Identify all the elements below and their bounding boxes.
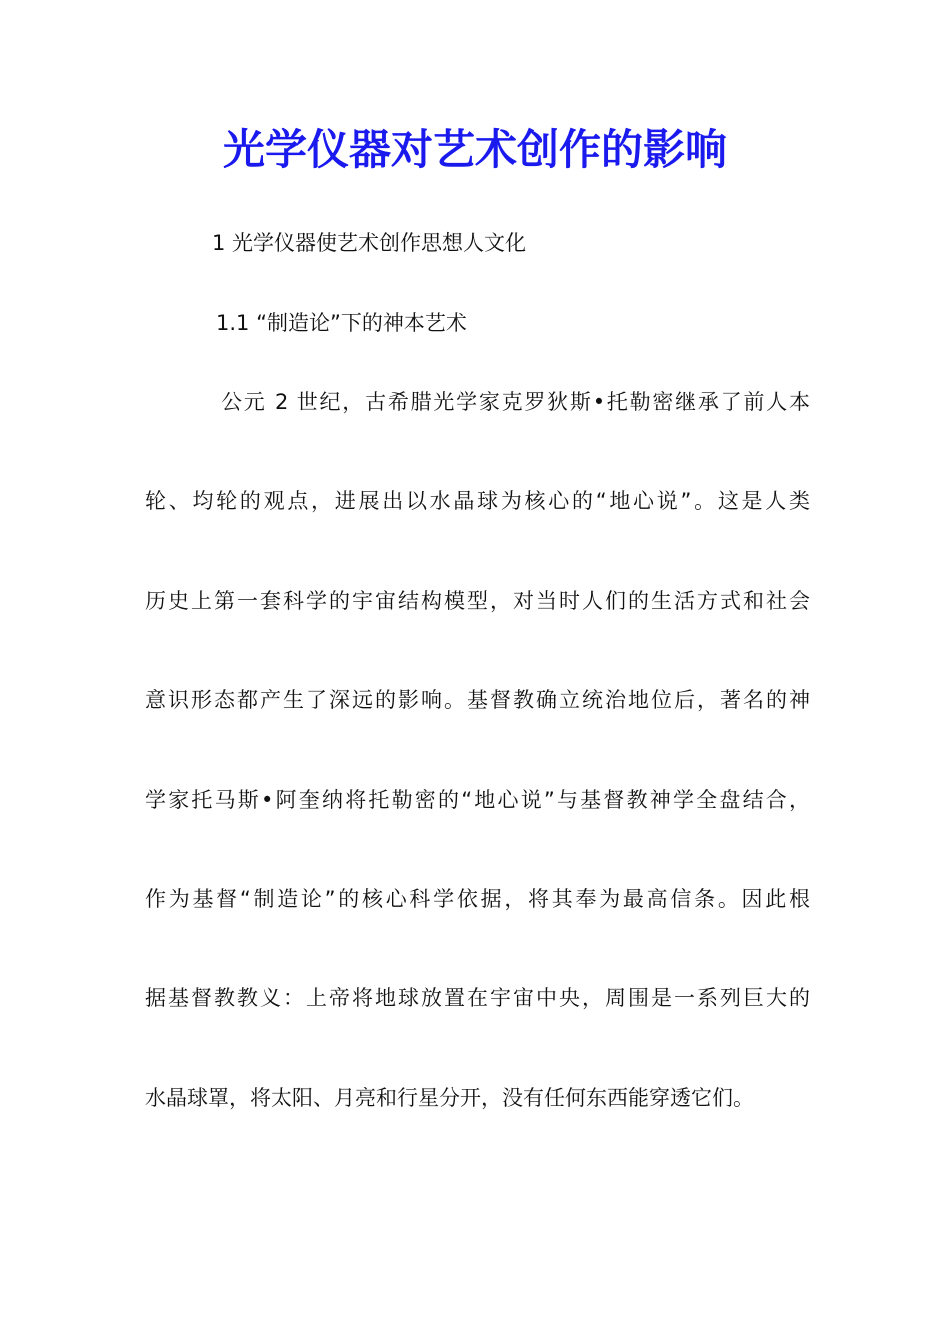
paragraph-line: 学家托马斯•阿奎纳将托勒密的“地心说”与基督教神学全盘结合， bbox=[145, 787, 810, 812]
paragraph-line: 历史上第一套科学的宇宙结构模型，对当时人们的生活方式和社会 bbox=[145, 588, 810, 613]
section-heading: 1 光学仪器使艺术创作思想人文化 bbox=[212, 231, 527, 255]
paragraph-line: 据基督教教义：上帝将地球放置在宇宙中央，周围是一系列巨大的 bbox=[145, 986, 810, 1011]
paragraph-line: 水晶球罩，将太阳、月亮和行星分开，没有任何东西能穿透它们。 bbox=[145, 1085, 754, 1110]
paragraph-line: 轮、均轮的观点，进展出以水晶球为核心的“地心说”。这是人类 bbox=[145, 489, 810, 514]
paragraph-line: 公元 2 世纪，古希腊光学家克罗狄斯•托勒密继承了前人本 bbox=[221, 390, 810, 414]
paragraph-line: 作为基督“制造论”的核心科学依据，将其奉为最高信条。因此根 bbox=[145, 886, 810, 911]
document-title: 光学仪器对艺术创作的影响 bbox=[222, 125, 727, 174]
body-paragraph bbox=[145, 387, 810, 1182]
paragraph-line: 意识形态都产生了深远的影响。基督教确立统治地位后，著名的神 bbox=[145, 688, 810, 713]
subsection-heading: 1.1 “制造论”下的神本艺术 bbox=[216, 311, 467, 335]
